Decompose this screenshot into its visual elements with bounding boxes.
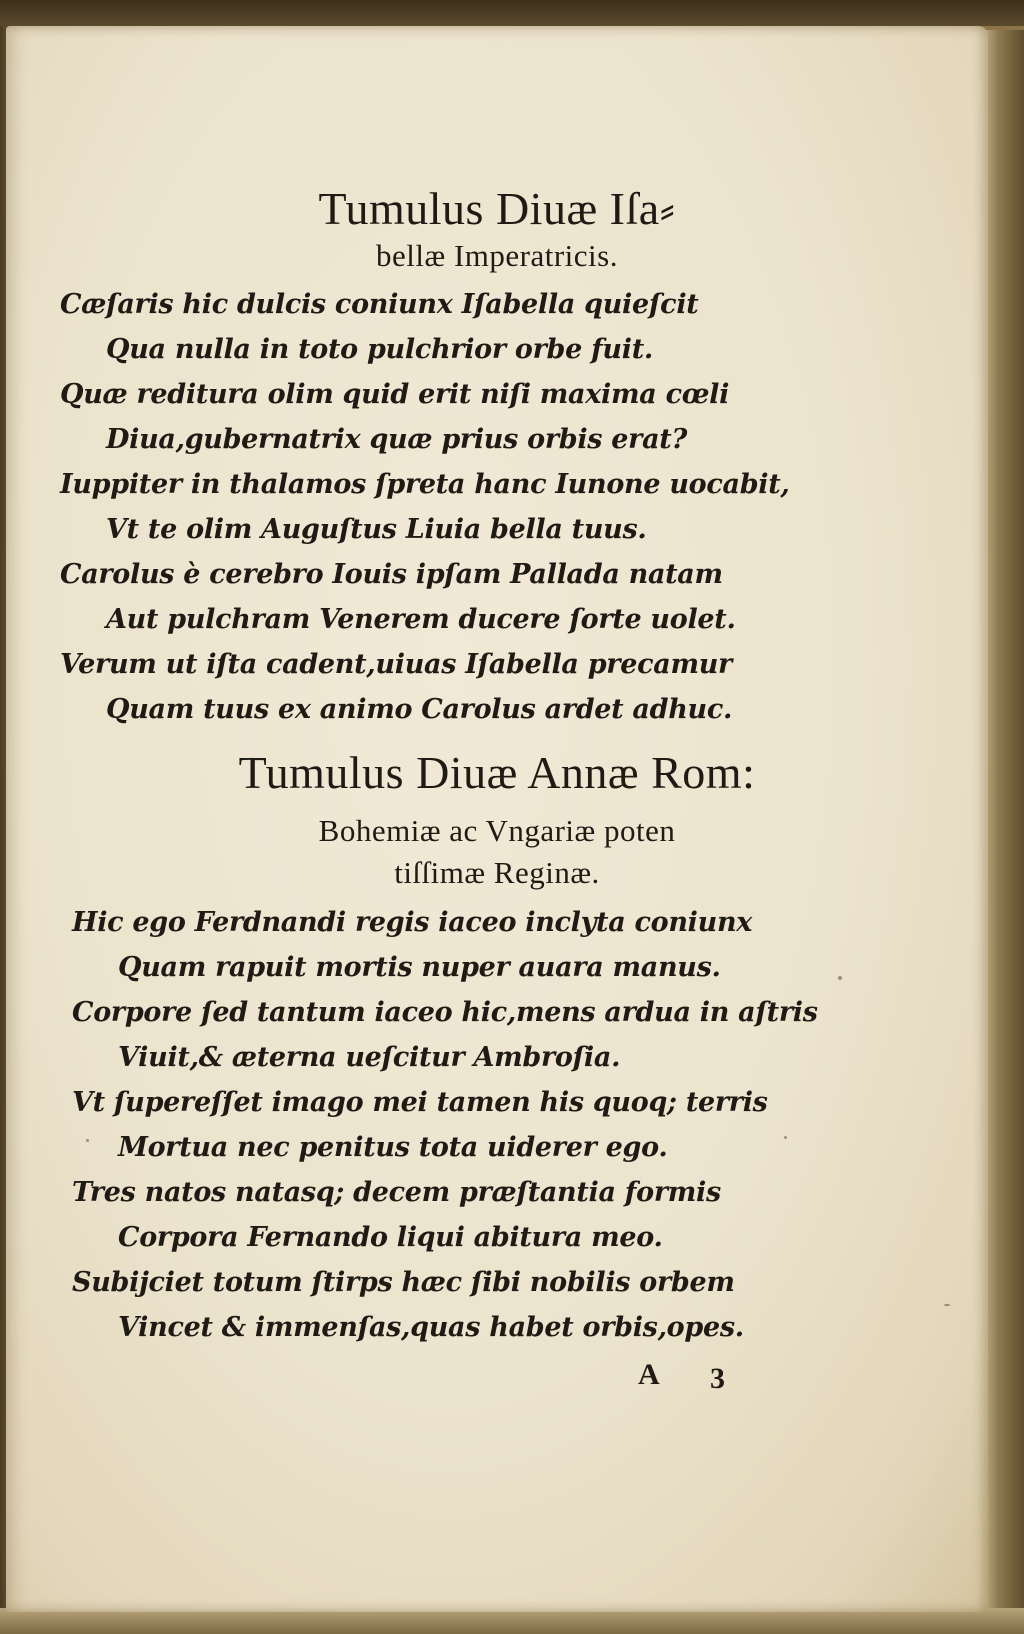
- section2-title-line3: tiſſimæ Reginæ.: [394, 855, 600, 890]
- section1-title-line2: bellæ Imperatricis.: [376, 238, 618, 273]
- verse-line: Vincet & immenſas,quas habet orbis,opes.: [118, 1312, 744, 1343]
- verse-line: Corpore ſed tantum iaceo hic,mens ardua in aſtris: [72, 997, 818, 1028]
- paper-speck: [784, 1136, 787, 1139]
- verse-line: Mortua nec penitus tota uiderer ego.: [118, 1132, 668, 1163]
- verse-line: Carolus è cerebro Iouis ipſam Pallada natam: [60, 559, 723, 590]
- section1-title-line1: Tumulus Diuæ Iſa⸗: [318, 183, 676, 234]
- paper-speck: [838, 976, 842, 980]
- verse-line: Iuppiter in thalamos ſpreta hanc Iunone uocabit,: [60, 469, 790, 500]
- verse-line: Quam tuus ex animo Carolus ardet adhuc.: [106, 694, 733, 725]
- verse-line: Quæ reditura olim quid erit niſi maxima cœli: [60, 379, 730, 410]
- verse-line: Quam rapuit mortis nuper auara manus.: [118, 952, 721, 983]
- verse-line: Corpora Fernando liqui abitura meo.: [118, 1222, 663, 1253]
- paper-speck: [944, 1304, 950, 1306]
- signature-number: 3: [710, 1362, 725, 1395]
- section2-title-line1: Tumulus Diuæ Annæ Rom:: [238, 747, 756, 798]
- verse-line: Tres natos natasq; decem præſtantia formis: [72, 1177, 721, 1208]
- signature-mark: A: [638, 1358, 660, 1391]
- paper-speck: [86, 1139, 89, 1142]
- verse-line: Verum ut iſta cadent,uiuas Iſabella precamur: [60, 649, 732, 680]
- page-edges-right: [985, 30, 1024, 1630]
- verse-line: Hic ego Ferdnandi regis iaceo inclyta coniunx: [72, 907, 753, 938]
- verse-line: Cæſaris hic dulcis coniunx Iſabella quieſcit: [60, 289, 699, 320]
- section2-title-line2: Bohemiæ ac Vngariæ poten: [318, 813, 676, 848]
- verse-line: Aut pulchram Venerem ducere ſorte uolet.: [106, 604, 736, 635]
- top-edge: [0, 0, 1024, 26]
- verse-line: Qua nulla in toto pulchrior orbe fuit.: [106, 334, 653, 365]
- verse-line: Vt te olim Auguſtus Liuia bella tuus.: [106, 514, 647, 545]
- verse-line: Subijciet totum ſtirps hæc ſibi nobilis orbem: [72, 1267, 735, 1298]
- verse-line: Vt ſupereſſet imago mei tamen his quoq; terris: [72, 1087, 768, 1118]
- book-page: [6, 26, 988, 1612]
- verse-line: Diua,gubernatrix quæ prius orbis erat?: [106, 424, 687, 455]
- verse-line: Viuit,& æterna ueſcitur Ambroſia.: [118, 1042, 621, 1073]
